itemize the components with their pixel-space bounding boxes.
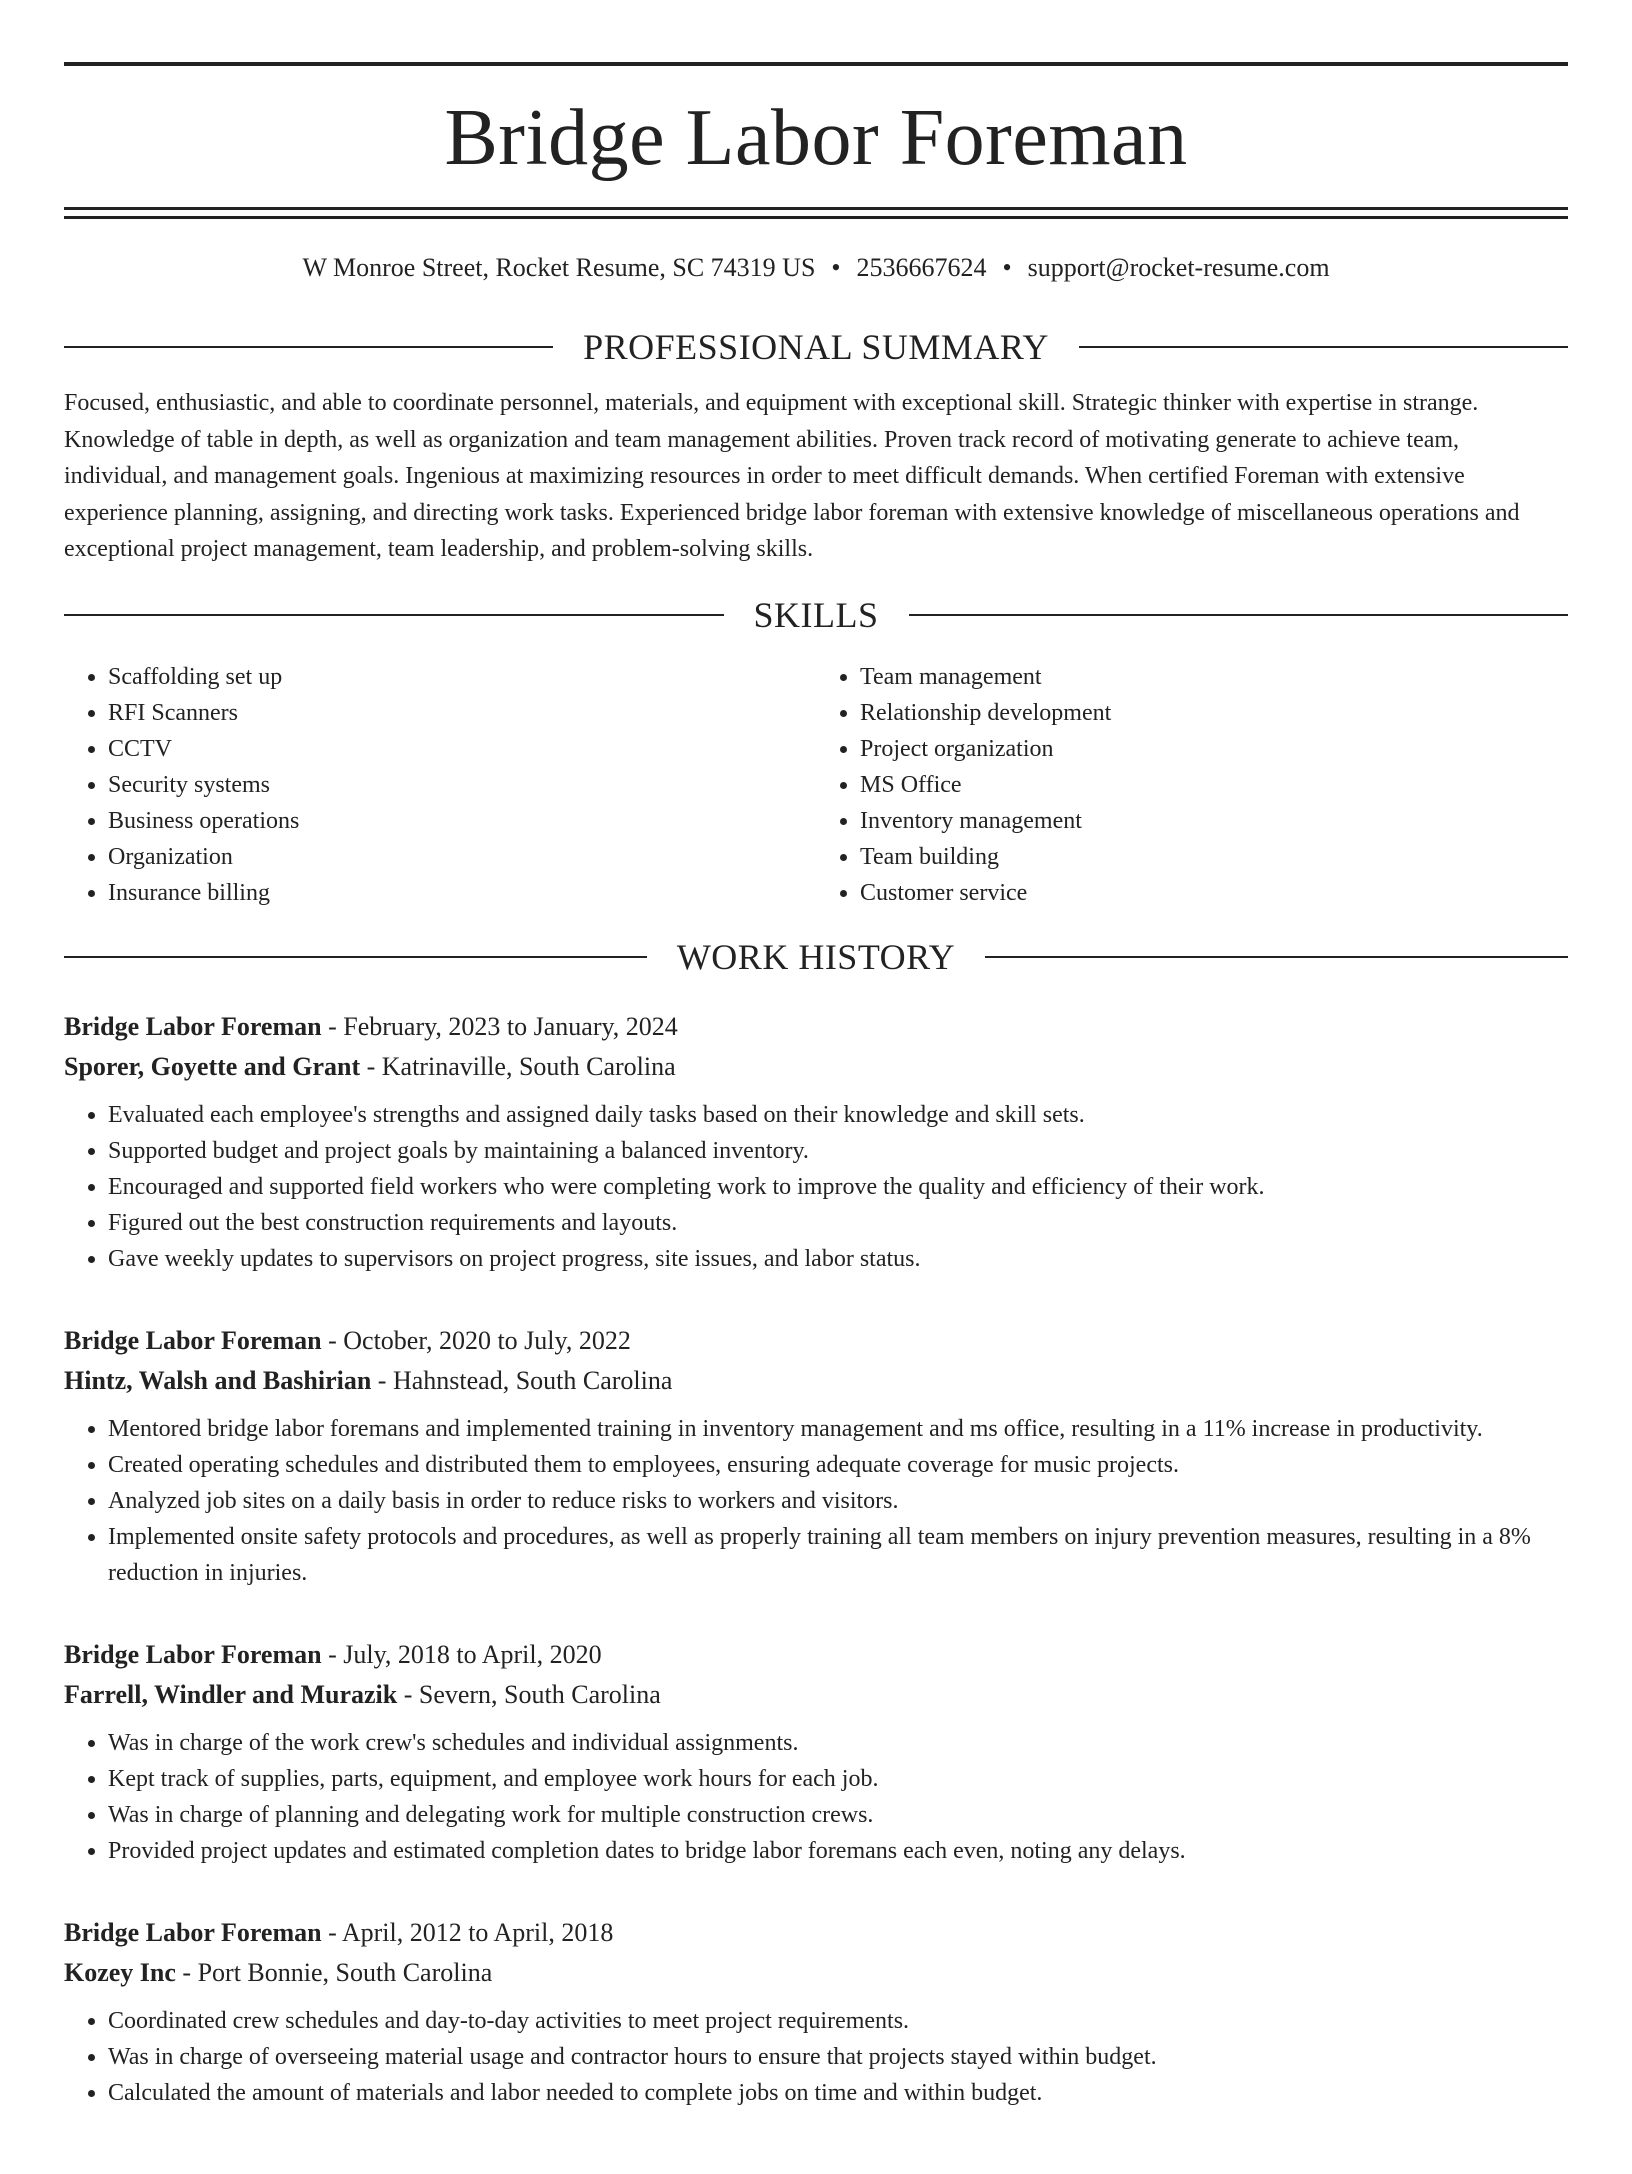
job-bullet: • Analyzed job sites on a daily basis in order to reduce risks to workers and visitors. <box>108 1483 1568 1519</box>
skill-item: • Customer service <box>860 875 1568 911</box>
skill-item: • Business operations <box>108 803 816 839</box>
job-bullets <box>64 1097 1568 1277</box>
skill-item: • Inventory management <box>860 803 1568 839</box>
job-company: Farrell, Windler and Murazik <box>64 1679 398 1709</box>
job-bullet: • Created operating schedules and distributed them to employees, ensuring adequate coverage for music projects. <box>108 1447 1568 1483</box>
job-bullet: • Evaluated each employee's strengths and assigned daily tasks based on their knowledge and skill sets. <box>108 1097 1568 1133</box>
resume-name: Bridge Labor Foreman <box>444 94 1188 182</box>
job-bullet: • Figured out the best construction requirements and layouts. <box>108 1205 1568 1241</box>
job-bullets <box>64 2003 1568 2111</box>
heading-rule <box>64 346 553 348</box>
job-location: - Hahnstead, South Carolina <box>371 1365 673 1395</box>
job-location: - Severn, South Carolina <box>397 1679 661 1709</box>
skill-item: • MS Office <box>860 767 1568 803</box>
contact-separator: • <box>1002 253 1012 282</box>
summary-paragraph: Focused, enthusiastic, and able to coordinate personnel, materials, and equipment with exceptional skill. Strategic thinker with expertise in strange. Knowledge of table in depth, as well as organization and team management abilities. Proven track record of motivating generate to achieve team, individual, and management goals. Ingenious at maximizing resources in order to meet difficult demands. When certified Foreman with extensive experience planning, assigning, and directing work tasks. Experienced bridge labor foreman with extensive knowledge of miscellaneous operations and exceptional project management, team leadership, and problem-solving skills. <box>64 390 1520 562</box>
skill-item: • Insurance billing <box>108 875 816 911</box>
job-title-line <box>64 1635 1568 1675</box>
job-title: Bridge Labor Foreman <box>64 1917 322 1947</box>
job-bullets <box>64 1411 1568 1591</box>
job-bullet: • Was in charge of overseeing material usage and contractor hours to ensure that projects stayed within budget. <box>108 2039 1568 2075</box>
job-company-line <box>64 1047 1568 1087</box>
skill-item: • Security systems <box>108 767 816 803</box>
skills-list-right <box>816 659 1568 911</box>
skill-item: • Team building <box>860 839 1568 875</box>
skill-item: • Scaffolding set up <box>108 659 816 695</box>
job-dates: - February, 2023 to January, 2024 <box>321 1011 678 1041</box>
job-bullet: • Calculated the amount of materials and labor needed to complete jobs on time and within budget. <box>108 2075 1568 2111</box>
job-title: Bridge Labor Foreman <box>64 1639 322 1669</box>
heading-rule <box>985 956 1568 958</box>
heading-label: SKILLS <box>753 594 879 635</box>
job-location: - Port Bonnie, South Carolina <box>175 1957 493 1987</box>
job-bullet: • Was in charge of planning and delegating work for multiple construction crews. <box>108 1797 1568 1833</box>
top-rule <box>64 62 1568 66</box>
job-company: Hintz, Walsh and Bashirian <box>64 1365 372 1395</box>
job-title-line <box>64 1913 1568 1953</box>
resume-page <box>0 62 1632 2174</box>
job-title-line <box>64 1007 1568 1047</box>
skills-list-left <box>64 659 816 911</box>
contact-separator: • <box>831 253 841 282</box>
job-company-line <box>64 1675 1568 1715</box>
job-company-line <box>64 1953 1568 1993</box>
section-heading-summary <box>64 327 1568 367</box>
contact-email: support@rocket-resume.com <box>1027 253 1330 282</box>
contact-address: W Monroe Street, Rocket Resume, SC 74319 US <box>302 253 816 282</box>
skill-item: • RFI Scanners <box>108 695 816 731</box>
job-entry <box>64 1007 1568 1277</box>
skill-item: • Organization <box>108 839 816 875</box>
job-entry <box>64 1635 1568 1869</box>
skill-item: • CCTV <box>108 731 816 767</box>
skill-item: • Project organization <box>860 731 1568 767</box>
heading-label: WORK HISTORY <box>676 936 956 977</box>
skills-columns <box>64 659 1568 911</box>
contact-phone: 2536667624 <box>856 253 987 282</box>
double-rule <box>64 207 1568 219</box>
job-title-line <box>64 1321 1568 1361</box>
heading-rule <box>1079 346 1568 348</box>
contact-line <box>64 253 1568 283</box>
skill-item: • Team management <box>860 659 1568 695</box>
skill-item: • Relationship development <box>860 695 1568 731</box>
section-heading-work-history <box>64 937 1568 977</box>
job-entry <box>64 1913 1568 2111</box>
heading-rule <box>64 614 724 616</box>
job-company: Kozey Inc <box>64 1957 176 1987</box>
job-bullet: • Supported budget and project goals by maintaining a balanced inventory. <box>108 1133 1568 1169</box>
heading-label: PROFESSIONAL SUMMARY <box>583 327 1049 367</box>
job-company: Sporer, Goyette and Grant <box>64 1051 361 1081</box>
job-bullet: • Was in charge of the work crew's schedules and individual assignments. <box>108 1725 1568 1761</box>
job-bullet: • Coordinated crew schedules and day-to-day activities to meet project requirements. <box>108 2003 1568 2039</box>
job-title: Bridge Labor Foreman <box>64 1325 322 1355</box>
job-bullets <box>64 1725 1568 1869</box>
job-bullet: • Provided project updates and estimated completion dates to bridge labor foremans each even, noting any delays. <box>108 1833 1568 1869</box>
job-bullet: • Encouraged and supported field workers who were completing work to improve the quality and efficiency of their work. <box>108 1169 1568 1205</box>
job-bullet: • Implemented onsite safety protocols and procedures, as well as properly training all team members on injury prevention measures, resulting in a 8% reduction in injuries. <box>108 1519 1568 1591</box>
job-title: Bridge Labor Foreman <box>64 1011 322 1041</box>
job-dates: - October, 2020 to July, 2022 <box>321 1325 631 1355</box>
job-location: - Katrinaville, South Carolina <box>360 1051 676 1081</box>
job-bullet: • Gave weekly updates to supervisors on project progress, site issues, and labor status. <box>108 1241 1568 1277</box>
job-bullet: • Mentored bridge labor foremans and implemented training in inventory management and ms office, resulting in a 11% increase in productivity. <box>108 1411 1568 1447</box>
heading-rule <box>909 614 1569 616</box>
section-heading-skills <box>64 595 1568 635</box>
job-company-line <box>64 1361 1568 1401</box>
heading-rule <box>64 956 647 958</box>
job-bullet: • Kept track of supplies, parts, equipment, and employee work hours for each job. <box>108 1761 1568 1797</box>
job-dates: - April, 2012 to April, 2018 <box>321 1917 614 1947</box>
job-entry <box>64 1321 1568 1591</box>
job-dates: - July, 2018 to April, 2020 <box>321 1639 602 1669</box>
